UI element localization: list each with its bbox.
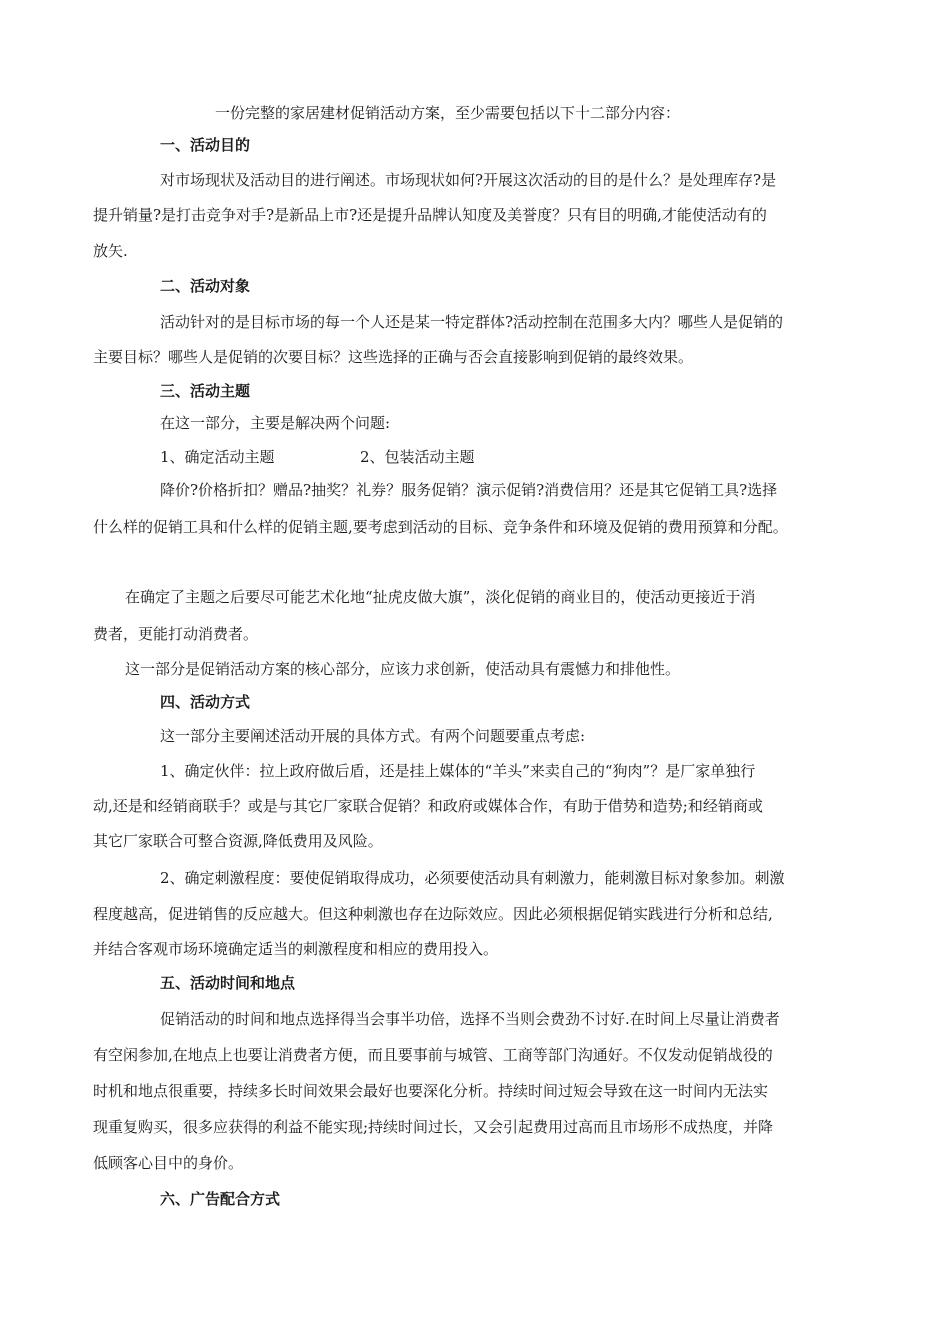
section-heading-5: 五、活动时间和地点 [160,974,296,992]
topic-item-2: 2、包装活动主题 [360,448,475,466]
body-line: 低顾客心目中的身价。 [93,1154,244,1172]
section-heading-6: 六、广告配合方式 [160,1190,281,1208]
body-line: 这一部分主要阐述活动开展的具体方式。有两个问题要重点考虑: [160,727,586,745]
body-line: 促销活动的时间和地点选择得当会事半功倍，选择不当则会费劲不讨好.在时间上尽量让消费者 [160,1010,780,1028]
body-line: 现重复购买，很多应获得的利益不能实现;持续时间过长，又会引起费用过高而且市场形不成热度，并降 [93,1118,774,1136]
body-line: 动,还是和经销商联手？或是与其它厂家联合促销？和政府或媒体合作，有助于借势和造势;和经销商或 [93,797,763,815]
intro-line: 一份完整的家居建材促销活动方案，至少需要包括以下十二部分内容： [215,104,681,122]
body-line: 有空闲参加,在地点上也要让消费者方便，而且要事前与城管、工商等部门沟通好。不仅发动促销战役的 [93,1046,773,1064]
body-line: 在这一部分，主要是解决两个问题: [160,414,391,432]
body-line: 放矢. [93,242,128,260]
body-line: 1、确定伙伴：拉上政府做后盾，还是挂上媒体的“羊头”来卖自己的“狗肉”？是厂家单独行 [160,762,756,780]
body-line: 降价?价格折扣？赠品?抽奖？礼券？服务促销？演示促销?消费信用？还是其它促销工具?选择 [160,481,778,499]
body-line: 对市场现状及活动目的进行阐述。市场现状如何?开展这次活动的目的是什么？是处理库存?是 [160,171,777,189]
body-line: 主要目标？哪些人是促销的次要目标？这些选择的正确与否会直接影响到促销的最终效果。 [93,348,694,366]
body-line: 并结合客观市场环境确定适当的刺激程度和相应的费用投入。 [93,940,499,958]
section-heading-4: 四、活动方式 [160,693,251,711]
body-line: 费者，更能打动消费者。 [93,625,259,643]
body-line: 其它厂家联合可整合资源,降低费用及风险。 [93,832,383,850]
body-line: 这一部分是促销活动方案的核心部分，应该力求创新，使活动具有震憾力和排他性。 [125,660,681,678]
body-line: 什么样的促销工具和什么样的促销主题,要考虑到活动的目标、竞争条件和环境及促销的费用预算和分配。 [93,518,788,536]
section-heading-3: 三、活动主题 [160,382,251,400]
body-line: 时机和地点很重要，持续多长时间效果会最好也要深化分析。持续时间过短会导致在这一时间内无法实 [93,1082,769,1100]
body-line: 程度越高，促进销售的反应越大。但这种刺激也存在边际效应。因此必须根据促销实践进行分析和总结, [93,905,773,923]
body-line: 2、确定刺激程度：要使促销取得成功，必须要使活动具有刺激力，能刺激目标对象参加。刺激 [160,869,785,887]
body-line: 在确定了主题之后要尽可能艺术化地“扯虎皮做大旗”，淡化促销的商业目的，使活动更接近于消 [125,588,756,606]
topic-item-1: 1、确定活动主题 [160,448,275,466]
body-line: 活动针对的是目标市场的每一个人还是某一特定群体?活动控制在范围多大内？哪些人是促销的 [160,313,784,331]
body-line: 提升销量?是打击竞争对手?是新品上市?还是提升品牌认知度及美誉度？只有目的明确,才能使活动有的 [93,206,767,224]
section-heading-1: 一、活动目的 [160,136,251,154]
section-heading-2: 二、活动对象 [160,277,251,295]
